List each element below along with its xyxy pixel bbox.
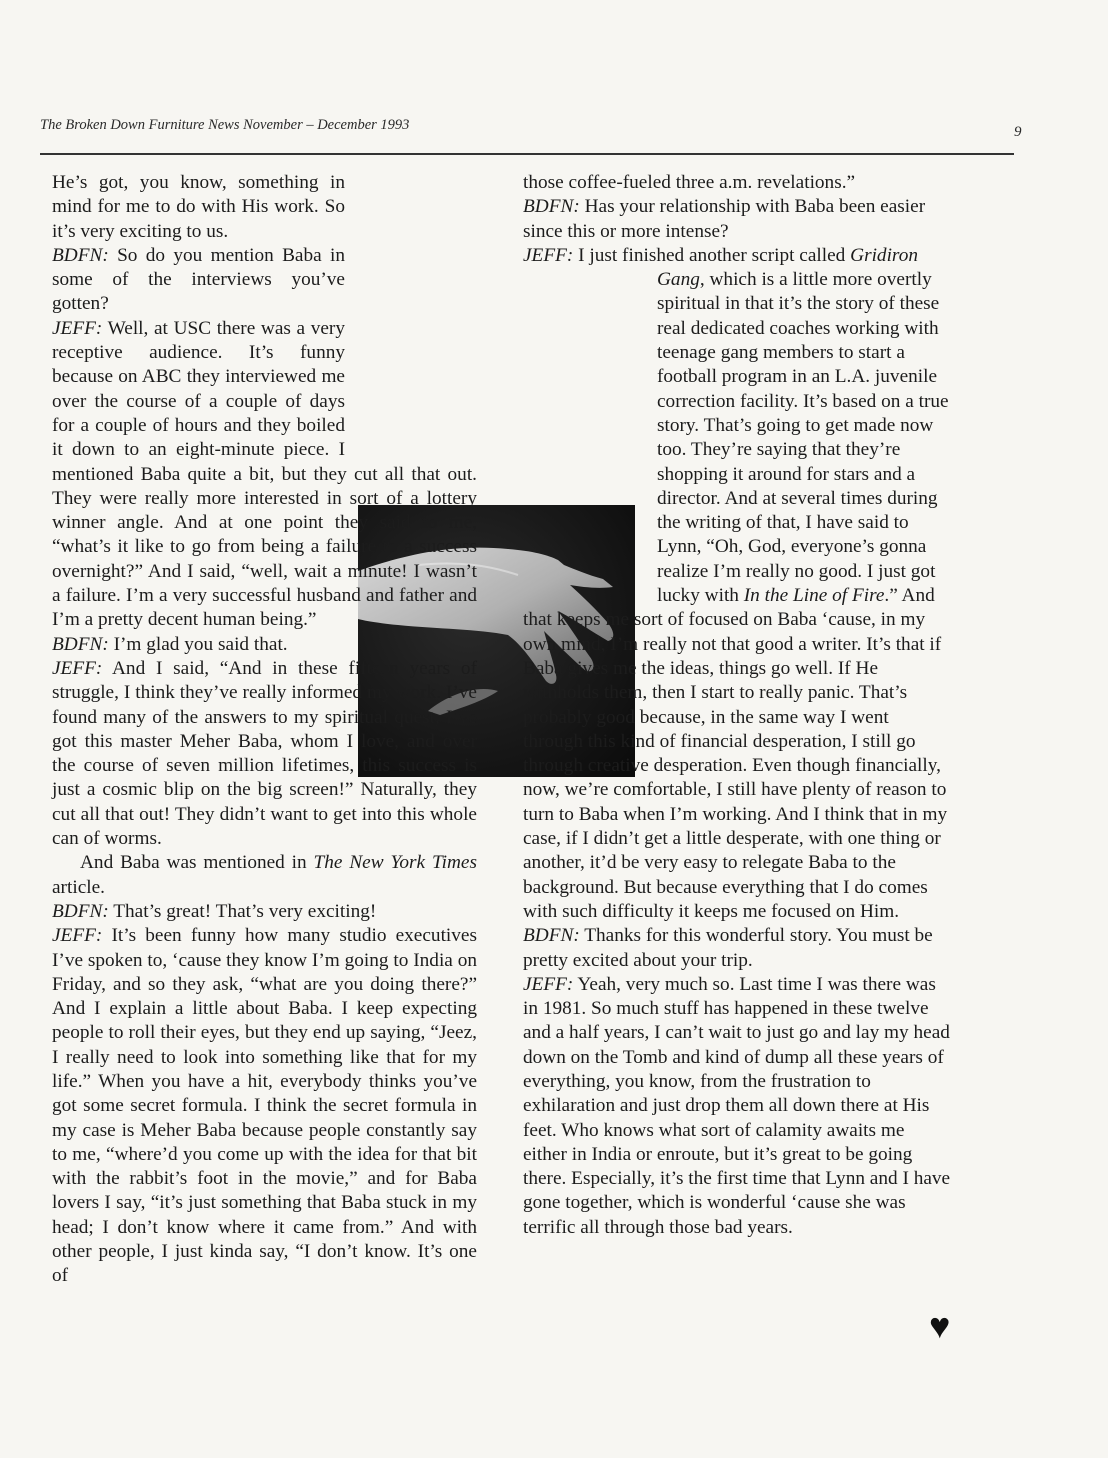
speaker-label: BDFN:: [52, 633, 109, 655]
script-title: Gridiron Gang: [657, 244, 918, 291]
speaker-label: BDFN:: [523, 196, 580, 218]
running-header: The Broken Down Furniture News November – December 1993: [40, 117, 410, 133]
left-photo-spacer: [345, 175, 477, 457]
speaker-label: JEFF:: [523, 244, 574, 266]
left-paragraph-4: [52, 633, 477, 657]
paragraph-text: I just finished another script called: [573, 244, 851, 266]
speaker-label: BDFN:: [52, 900, 109, 922]
speaker-label: BDFN:: [523, 925, 580, 947]
right-column: [523, 171, 951, 1240]
end-heart-icon: ♥: [929, 1306, 951, 1346]
speaker-label: JEFF:: [52, 925, 103, 947]
paragraph-text: Yeah, very much so. Last time I was there was in 1981. So much stuff has happened in these twelve and a half years, I can’t wait to just go and lay my head down on the Tomb and kind of dump all these years of everything, you know, from the frustration to exhilaration and just drop them all down there at His feet. Who knows what sort of calamity awaits me either in India or enroute, but it’s great to be going there. Especially, it’s the first time that Lynn and I have gone together, which is wonderful ‘cause she was terrific all through those bad years.: [523, 973, 951, 1238]
right-photo-spacer: [523, 268, 657, 584]
left-column: [52, 171, 477, 1289]
left-paragraph-6: [52, 851, 477, 900]
paragraph-text: , which is a little more overtly spiritual in that it’s the story of these real dedicated coaches working with teenage gang members to start a football program in an L.A. juvenile correction facility. It’s based on a true story. That’s going to get made now too. They’re saying that they’re shopping it around for stars and a director. And at several times during the writing of that, I have said to Lynn, “Oh, God, everyone’s gonna realize I’m really no good. I just got lucky with: [657, 269, 949, 607]
paragraph-text: I’m glad you said that.: [108, 633, 288, 655]
right-paragraph-1: those coffee-fueled three a.m. revelations.”: [523, 172, 856, 193]
paragraph-text: And Baba was mentioned in: [80, 852, 314, 874]
paragraph-text: Has your relationship with Baba been easier since this or more intense?: [523, 196, 926, 242]
page-number: 9: [1014, 124, 1022, 140]
left-paragraph-5: [52, 657, 477, 851]
right-paragraph-3: [523, 244, 951, 924]
movie-title: In the Line of Fire: [743, 585, 885, 607]
header-rule: [40, 153, 1014, 155]
right-paragraph-5: [523, 973, 951, 1240]
paragraph-text: It’s been funny how many studio executives I’ve spoken to, ‘cause they know I’m going to India on Friday, and so they ask, “what are you doing there?” And I explain a little about Baba. I keep expecting people to roll their eyes, but they end up saying, “Jeez, I really need to look into something like that for my life.” When you have a hit, everybody thinks you’ve got some secret formula. I think the secret formula in my case is Meher Baba because people constantly say to me, “where’d you come up with the idea for that bit with the rabbit’s foot in the movie,” and for Baba lovers I say, “it’s just something that Baba stuck in my head; I don’t know where it came from.” And with other people, I just kinda say, “I don’t know. It’s one of: [52, 925, 477, 1287]
paragraph-text: So do you mention Baba in some of the interviews you’ve gotten?: [52, 244, 345, 315]
paragraph-text: That’s great! That’s very exciting!: [108, 900, 377, 922]
paragraph-text: And I said, “And in these fifteen years of struggle, I think they’ve really informed my work. I’ve found many of the answers to my spiritual quest, I’ve got this master Meher Baba, whom I love, and over the course of seven million lifetimes, this success is just a cosmic blip on the big screen!” Naturally, they cut all that out! They didn’t want to get into this whole can of worms.: [52, 657, 477, 850]
right-paragraph-2: [523, 195, 951, 244]
paragraph-text: .” And that keeps me sort of focused on Baba ‘cause, in my own mind, I’m really not that good a writer. It’s that if Baba gives me the ideas, things go well. If He withholds them, then I start to really panic. That’s probably good because, in the same way I went through this kind of financial desperation, I still go through creative desperation. Even though financially, now, we’re comfortable, I still have plenty of reason to turn to Baba when I’m working. And I think that in my case, if I didn’t get a little desperate, with one thing or another, it’d be very easy to relegate Baba to the background. But because everything that I do comes with such difficulty it keeps me focused on Him.: [523, 585, 948, 922]
right-paragraph-4: [523, 924, 951, 973]
paragraph-text: Well, at USC there was a very receptive audience. It’s funny because on ABC they interviewed me over the course of a couple of days for a couple of hours and they boiled it down to an eight-minute piece. I mentioned Baba quite a bit, but they cut all that out. They were really more interested in sort of a lottery winner angle. And at one point they said to me, “what’s it like to go from being a failure to a success overnight?” And I said, “well, wait a minute! I wasn’t a failure. I’m a very successful husband and father and I’m a pretty decent human being.”: [52, 317, 477, 631]
speaker-label: JEFF:: [523, 973, 574, 995]
paragraph-text: Thanks for this wonderful story. You must be pretty excited about your trip.: [523, 925, 933, 971]
speaker-label: JEFF:: [52, 317, 103, 339]
left-paragraph-7: [52, 900, 477, 924]
publication-title: The New York Times: [313, 852, 477, 874]
paragraph-text: article.: [52, 876, 105, 898]
left-paragraph-1: He’s got, you know, something in mind for me to do with His work. So it’s very exciting to us.: [52, 172, 345, 242]
speaker-label: BDFN:: [52, 244, 109, 266]
speaker-label: JEFF:: [52, 657, 103, 679]
left-paragraph-8: [52, 924, 477, 1288]
